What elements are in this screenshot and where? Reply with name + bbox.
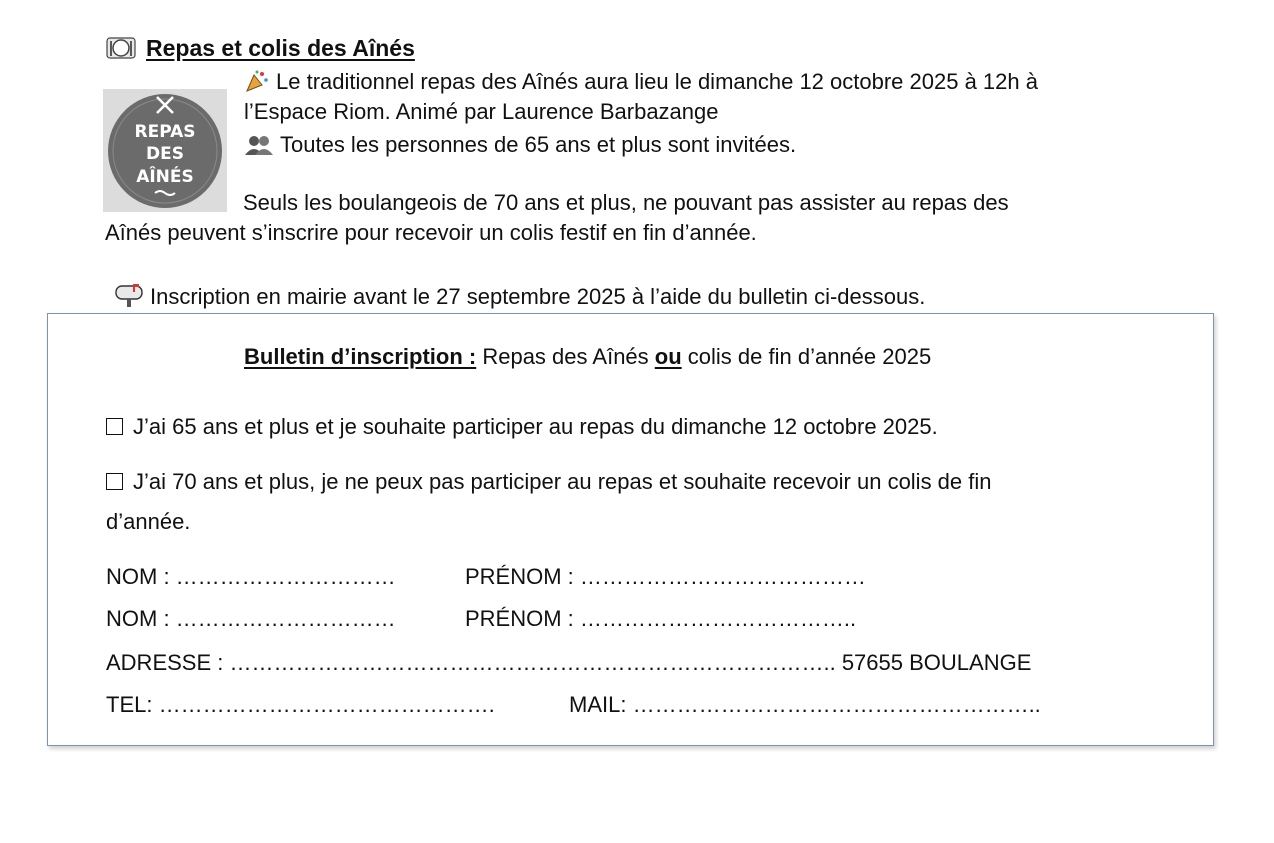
svg-text:REPAS: REPAS (134, 122, 196, 142)
intro-line-6 (114, 282, 925, 310)
intro-line-3 (244, 132, 796, 158)
checkbox-repas[interactable] (106, 418, 123, 435)
intro-text-3: Toutes les personnes de 65 ans et plus sont invitées. (280, 132, 797, 157)
bulletin-heading-part2: colis de fin d’année 2025 (681, 344, 932, 369)
intro-line-4: Seuls les boulangeois de 70 ans et plus, ne pouvant pas assister au repas des (243, 190, 1009, 215)
repas-des-aines-logo (103, 89, 227, 212)
intro-text-1: Le traditionnel repas des Aînés aura lieu le dimanche 12 octobre 2025 à 12h à (276, 69, 1038, 94)
nom-field-1[interactable]: NOM : ………………………… (106, 564, 396, 589)
option-repas-label: J’ai 65 ans et plus et je souhaite participer au repas du dimanche 12 octobre 2025. (133, 414, 938, 439)
checkbox-colis[interactable] (106, 473, 123, 490)
svg-text:AÎNÉS: AÎNÉS (136, 167, 194, 187)
page-title: Repas et colis des Aînés (146, 34, 415, 61)
title-row (106, 33, 415, 63)
option-repas (106, 414, 938, 440)
option-colis-label-2: d’année. (106, 509, 191, 534)
bulletin-heading-part1: Repas des Aînés (476, 344, 655, 369)
mail-field[interactable]: MAIL: ……………………………………………….. (569, 692, 1041, 717)
prenom-field-1[interactable]: PRÉNOM : ………………………………… (465, 564, 866, 589)
adresse-field[interactable]: ADRESSE : ……………………………………………………………………….. 57655 BOULANGE (106, 650, 1032, 675)
option-colis-label-1: J’ai 70 ans et plus, je ne peux pas participer au repas et souhaite recevoir un colis de fin (133, 469, 992, 494)
intro-text-6: Inscription en mairie avant le 27 septembre 2025 à l’aide du bulletin ci-dessous. (150, 284, 926, 309)
bulletin-form (47, 313, 1214, 746)
bulletin-heading-bold: Bulletin d’inscription : (244, 344, 477, 369)
tel-field[interactable]: TEL: ………………………………………. (106, 692, 495, 717)
option-colis (106, 469, 992, 495)
people-icon (244, 134, 274, 156)
svg-text:DES: DES (146, 144, 184, 164)
prenom-field-2[interactable]: PRÉNOM : ……………………………….. (465, 606, 857, 631)
nom-field-2[interactable]: NOM : ………………………… (106, 606, 396, 631)
intro-line-1 (244, 69, 1038, 95)
bulletin-heading-or: ou (654, 344, 682, 369)
intro-line-5: Aînés peuvent s’inscrire pour recevoir un colis festif en fin d’année. (105, 220, 757, 245)
intro-line-2: l’Espace Riom. Animé par Laurence Barbazange (244, 99, 719, 124)
party-popper-icon (244, 69, 270, 93)
mailbox-icon (114, 282, 144, 308)
bulletin-heading (244, 344, 931, 370)
plate-cutlery-icon (106, 33, 136, 63)
